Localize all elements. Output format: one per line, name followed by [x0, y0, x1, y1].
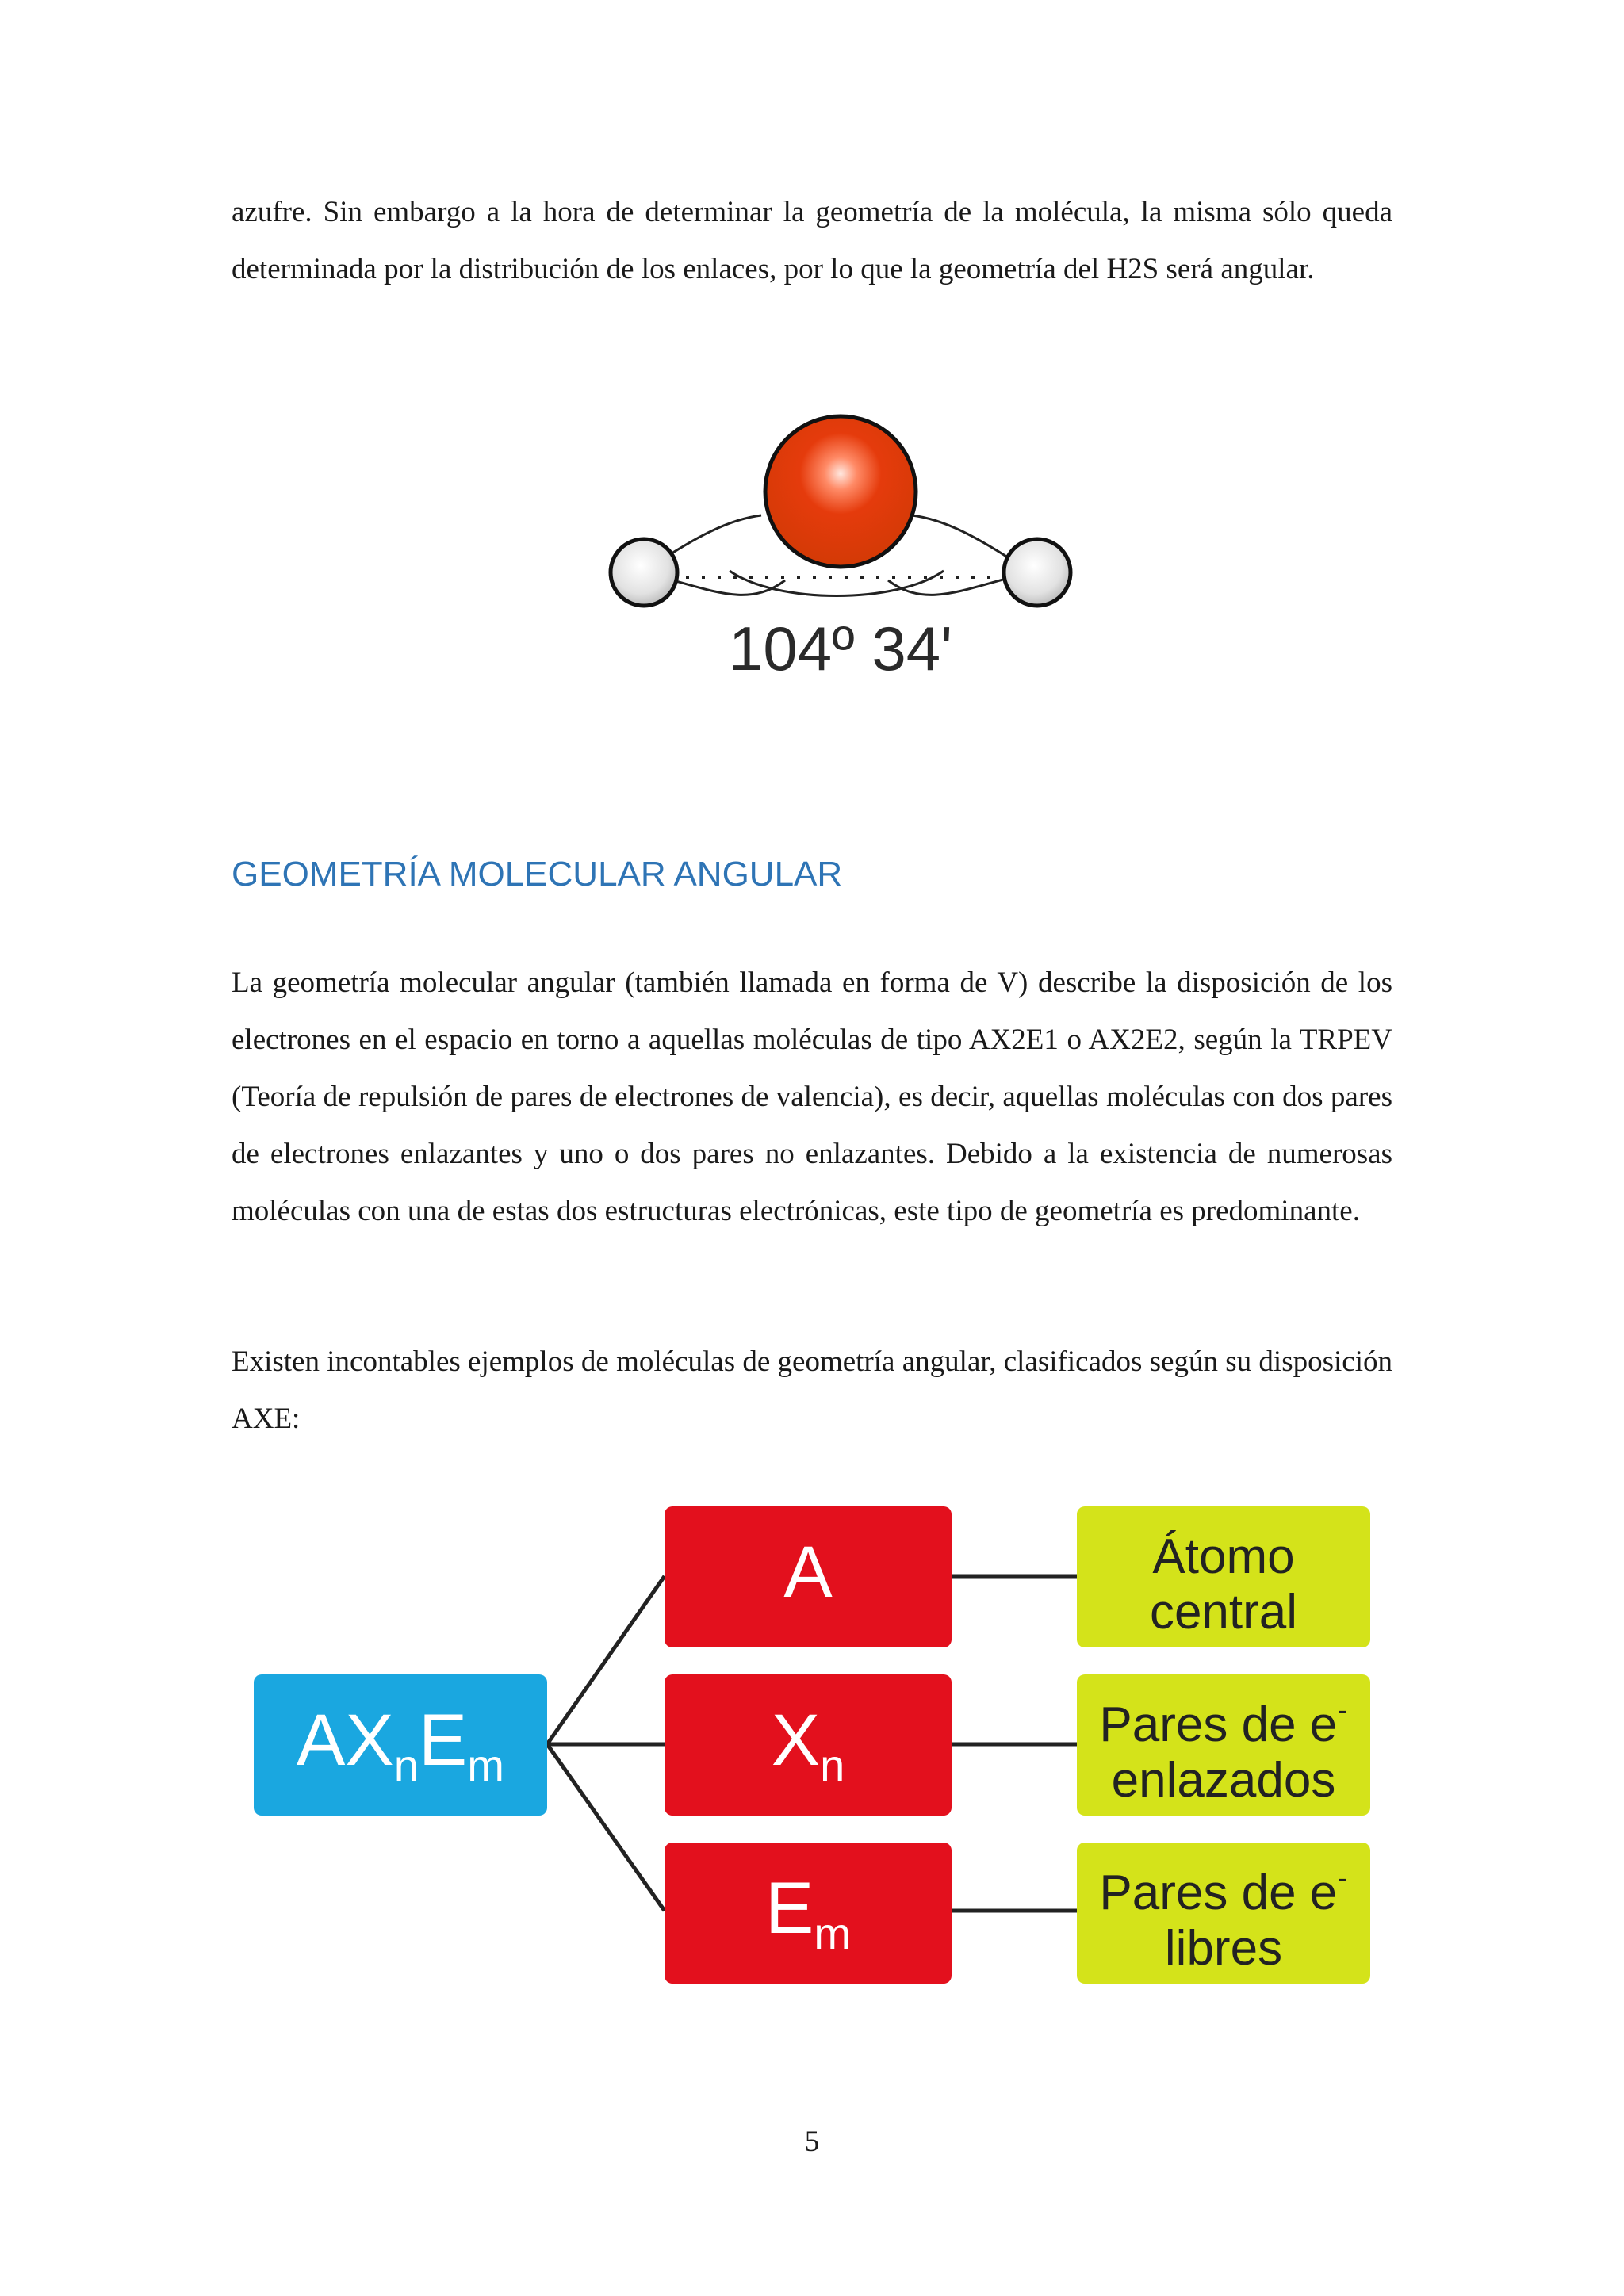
symbol-e: E	[764, 1868, 814, 1949]
desc-x-sup: -	[1337, 1692, 1348, 1728]
symbol-box-e	[665, 1843, 952, 1984]
root-notation	[297, 1699, 504, 1791]
symbol-x-sub: n	[820, 1740, 845, 1790]
connector-root-a	[547, 1576, 665, 1744]
desc-x-line1: Pares de e	[1099, 1697, 1338, 1752]
desc-x-line2: enlazados	[1111, 1752, 1336, 1808]
desc-a-line1: Átomo	[1152, 1529, 1295, 1584]
desc-a-line2: central	[1149, 1584, 1298, 1640]
desc-e-sup: -	[1337, 1860, 1348, 1896]
page-number: 5	[804, 2126, 820, 2158]
section-heading: GEOMETRÍA MOLECULAR ANGULAR	[232, 855, 843, 894]
angle-label: 104º 34'	[729, 614, 952, 683]
root-box	[254, 1674, 547, 1816]
paragraph-axe-examples: Existen incontables ejemplos de moléculas de geometría angular, clasificados según su disposición AXE:	[232, 1345, 1392, 1435]
water-molecule-figure	[587, 396, 1094, 698]
symbol-x: X	[771, 1700, 821, 1781]
symbol-box-x	[665, 1674, 952, 1816]
molecule-svg	[587, 396, 1094, 698]
oxygen-atom	[765, 416, 916, 567]
paragraph-angular-geometry: La geometría molecular angular (también llamada en forma de V) describe la disposición de los electrones en el espacio en torno a aquellas moléculas de tipo AX2E1 o AX2E2, según la TRPEV (Teoría de repulsión de pares de electrones de valencia), es decir, aquellas moléculas con dos pares de electrones enlazantes y uno o dos pares no enlazantes. Debido a la existencia de numerosas moléculas con una de estas dos estructuras electrónicas, este tipo de geometría es predominante.	[232, 966, 1392, 1227]
root-sub-m: m	[467, 1740, 504, 1790]
symbol-box-a	[665, 1506, 952, 1647]
desc-e-line1: Pares de e	[1099, 1865, 1338, 1920]
axe-notation-diagram	[238, 1490, 1396, 1998]
desc-box-x	[1077, 1674, 1370, 1816]
connector-root-e	[547, 1744, 665, 1911]
desc-box-e	[1077, 1843, 1370, 1984]
desc-box-a	[1077, 1506, 1370, 1647]
symbol-a: A	[783, 1532, 833, 1613]
paragraph-h2s-geometry: azufre. Sin embargo a la hora de determinar la geometría de la molécula, la misma sólo queda determinada por la distribución de los enlaces, por lo que la geometría del H2S será angular.	[232, 196, 1392, 285]
hydrogen-atom-left	[611, 539, 677, 606]
root-sub-n: n	[393, 1740, 419, 1790]
hydrogen-atom-right	[1004, 539, 1071, 606]
root-e: E	[418, 1700, 468, 1781]
root-ax: AX	[297, 1700, 394, 1781]
symbol-e-sub: m	[814, 1908, 852, 1958]
desc-e-line2: libres	[1164, 1920, 1283, 1976]
